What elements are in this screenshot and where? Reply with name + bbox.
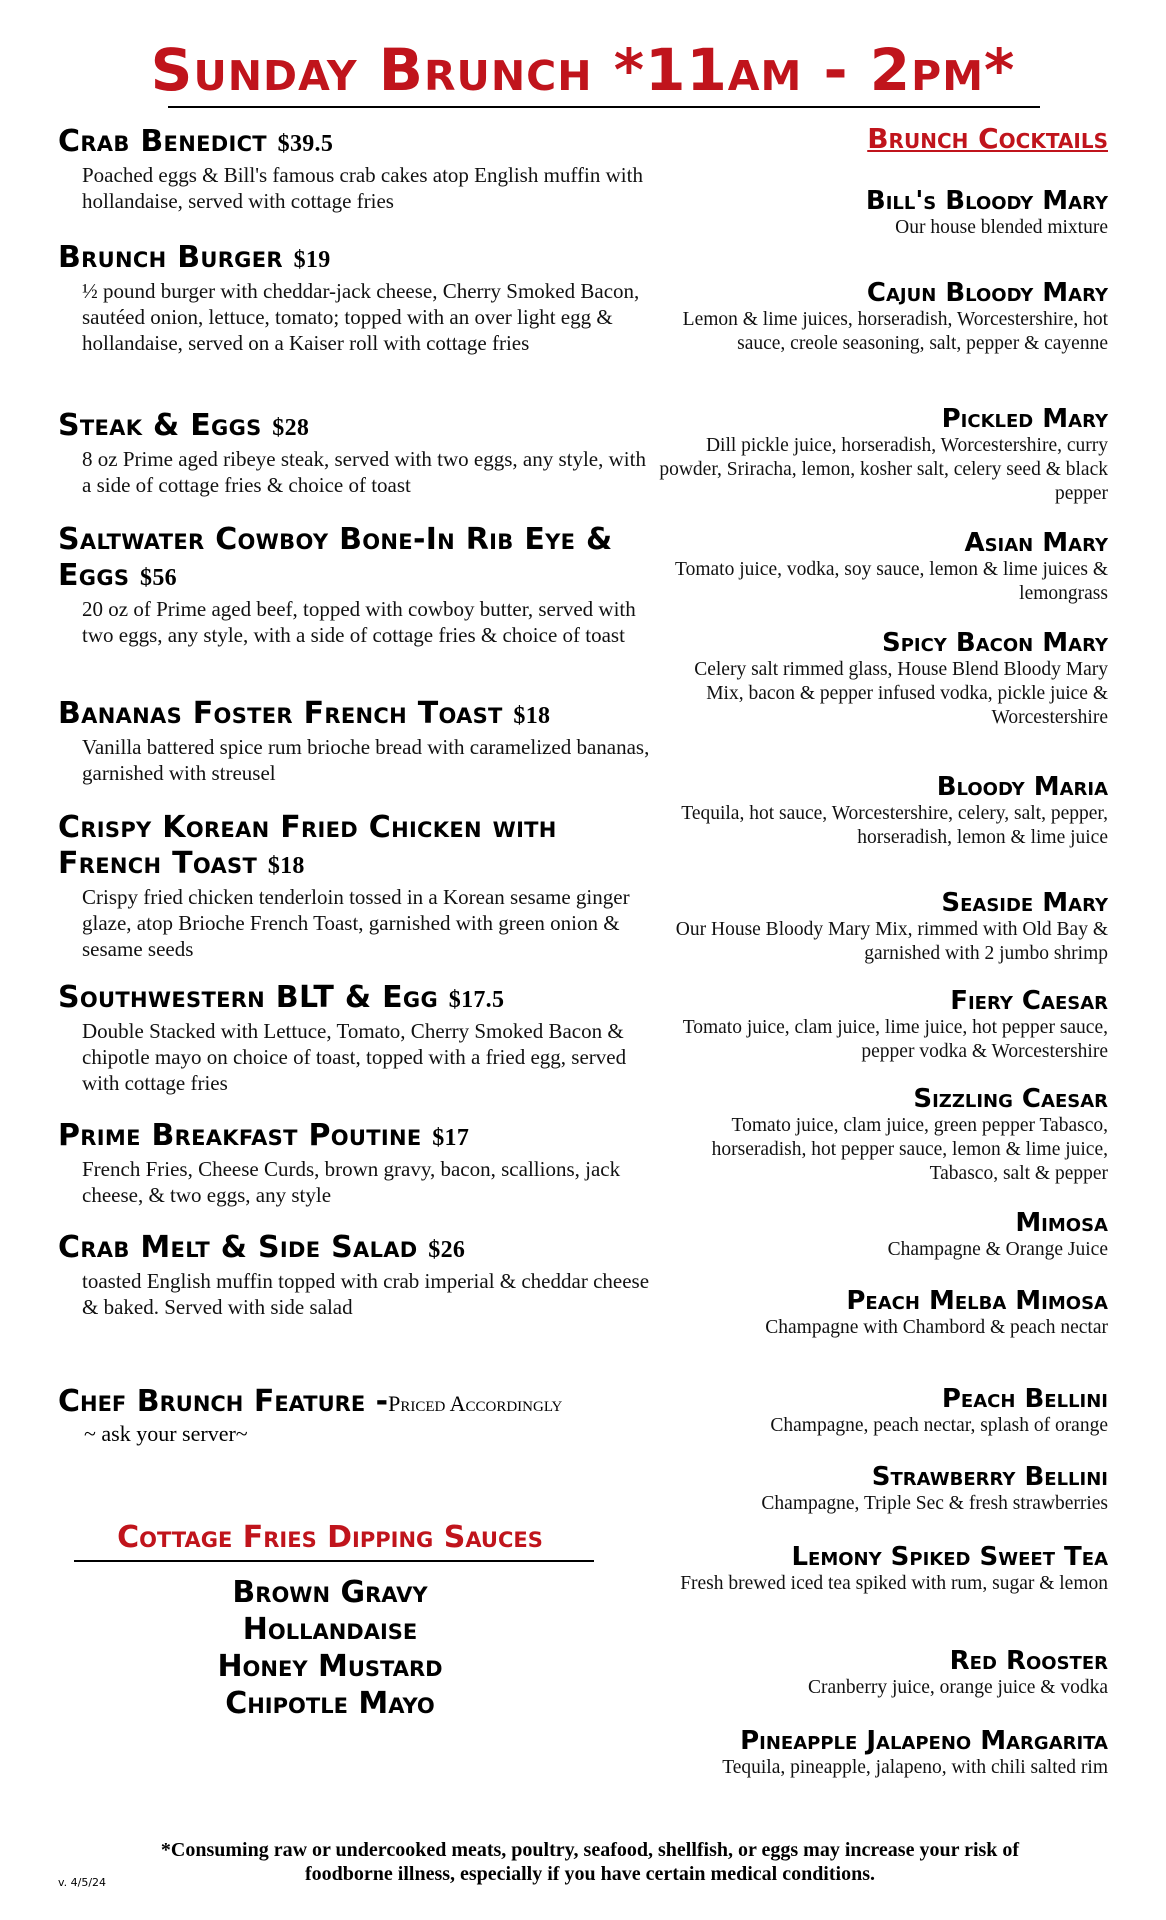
menu-title: Sunday Brunch *11am - 2pm*: [150, 36, 1016, 104]
dish-name: Prime Breakfast Poutine: [58, 1118, 422, 1153]
cocktail-item: [658, 528, 1108, 606]
dish-name: Southwestern BLT & Egg: [58, 980, 439, 1015]
version-label: v. 4/5/24: [58, 1876, 107, 1889]
dish-bananas-foster: [58, 696, 658, 786]
cocktail-description: Dill pickle juice, horseradish, Worcestershire, curry powder, Sriracha, lemon, kosher salt, celery seed & black pepper: [659, 435, 1108, 504]
dish-description: French Fries, Cheese Curds, brown gravy, bacon, scallions, jack cheese, & two eggs, any style: [82, 1157, 621, 1207]
cocktail-description: Cranberry juice, orange juice & vodka: [808, 1677, 1108, 1698]
sauces-divider: [74, 1560, 594, 1562]
chef-feature: [58, 1384, 678, 1447]
dish-price: $56: [140, 565, 177, 591]
dish-name: Brunch Burger: [58, 240, 283, 275]
cocktail-description: Lemon & lime juices, horseradish, Worcestershire, hot sauce, creole seasoning, salt, pepper & cayenne: [682, 309, 1108, 354]
cocktail-item: [658, 1384, 1108, 1438]
cocktail-name: Pickled Mary: [941, 404, 1108, 434]
dish-description: Vanilla battered spice rum brioche bread with caramelized bananas, garnished with streusel: [82, 735, 650, 785]
cocktail-name: Spicy Bacon Mary: [881, 628, 1108, 658]
dish-description: Poached eggs & Bill's famous crab cakes atop English muffin with hollandaise, served with cottage fries: [82, 163, 643, 213]
dish-name: Bananas Foster French Toast: [58, 696, 503, 731]
cocktail-item: [658, 1542, 1108, 1596]
dish-korean-chicken: [58, 810, 658, 962]
dish-price: $17: [432, 1125, 470, 1151]
dish-name: Saltwater Cowboy Bone-In Rib Eye & Eggs: [58, 522, 613, 593]
cocktail-name: Strawberry Bellini: [871, 1462, 1108, 1492]
sauce-item: Brown Gravy: [232, 1575, 428, 1610]
cocktail-item: [658, 1646, 1108, 1700]
sauce-item: Honey Mustard: [217, 1649, 443, 1684]
dish-name: Crab Melt & Side Salad: [58, 1230, 418, 1265]
cocktail-name: Sizzling Caesar: [913, 1084, 1108, 1114]
cocktail-description: Our house blended mixture: [895, 217, 1108, 238]
cocktails-title: Brunch Cocktails: [867, 122, 1108, 155]
dish-description: 20 oz of Prime aged beef, topped with cowboy butter, served with two eggs, any style, with a side of cottage fries & choice of toast: [82, 597, 636, 647]
dish-price: $18: [513, 703, 551, 729]
cocktail-item: [658, 278, 1108, 356]
cocktail-description: Tomato juice, clam juice, lime juice, hot pepper sauce, pepper vodka & Worcestershire: [682, 1017, 1108, 1062]
sauce-item: Hollandaise: [242, 1612, 418, 1647]
cocktail-item: [658, 1286, 1108, 1340]
dish-poutine: [58, 1118, 658, 1208]
dish-crab-melt: [58, 1230, 658, 1320]
dish-description: ½ pound burger with cheddar-jack cheese, Cherry Smoked Bacon, sautéed onion, lettuce, tomato; topped with an over light egg & hollandaise, served on a Kaiser roll with cottage fries: [82, 279, 640, 355]
cocktail-description: Champagne, Triple Sec & fresh strawberries: [761, 1493, 1108, 1514]
dish-price: $19: [293, 247, 331, 273]
dish-price: $28: [272, 415, 310, 441]
dish-name: Crab Benedict: [58, 124, 267, 159]
dish-price: $39.5: [277, 131, 334, 157]
cocktail-item: [658, 888, 1108, 966]
cocktail-item: [658, 986, 1108, 1064]
dish-name: Crispy Korean Fried Chicken with French Toast: [58, 810, 557, 881]
cocktail-item: [658, 628, 1108, 730]
cocktail-item: [658, 1084, 1108, 1186]
cocktail-description: Tequila, hot sauce, Worcestershire, celery, salt, pepper, horseradish, lemon & lime juice: [681, 803, 1108, 848]
cocktail-item: [658, 772, 1108, 850]
dish-description: 8 oz Prime aged ribeye steak, served with two eggs, any style, with a side of cottage fries & choice of toast: [82, 447, 646, 497]
cocktail-name: Lemony Spiked Sweet Tea: [791, 1542, 1108, 1572]
dish-price: $26: [428, 1237, 466, 1263]
sauce-item: Chipotle Mayo: [225, 1686, 435, 1721]
cocktail-item: [658, 1462, 1108, 1516]
health-disclaimer: *Consuming raw or undercooked meats, poultry, seafood, shellfish, or eggs may increase your risk of foodborne illness, especially if you have certain medical conditions.: [160, 1839, 1020, 1885]
cocktail-name: Bill's Bloody Mary: [865, 186, 1108, 216]
cocktail-name: Cajun Bloody Mary: [866, 278, 1108, 308]
dish-southwestern-blt: [58, 980, 658, 1096]
dish-saltwater-cowboy: [58, 522, 658, 648]
cocktail-description: Our House Bloody Mary Mix, rimmed with Old Bay & garnished with 2 jumbo shrimp: [675, 919, 1108, 964]
dish-price: $17.5: [448, 987, 505, 1013]
cocktail-name: Asian Mary: [964, 528, 1108, 558]
cocktail-item: [658, 404, 1108, 506]
cocktail-item: [658, 186, 1108, 240]
dish-price: $18: [267, 853, 305, 879]
cocktail-name: Fiery Caesar: [950, 986, 1108, 1016]
dish-crab-benedict: [58, 124, 658, 214]
cocktail-item: [658, 1208, 1108, 1262]
title-divider: [168, 106, 1040, 108]
dish-description: Crispy fried chicken tenderloin tossed in a Korean sesame ginger glaze, atop Brioche French Toast, garnished with green onion & sesame seeds: [82, 885, 630, 961]
dish-name: Steak & Eggs: [58, 408, 262, 443]
cocktail-name: Bloody Maria: [936, 772, 1108, 802]
cocktail-name: Seaside Mary: [941, 888, 1108, 918]
cocktail-description: Tomato juice, clam juice, green pepper Tabasco, horseradish, hot pepper sauce, lemon & lime juice, Tabasco, salt & pepper: [711, 1115, 1108, 1184]
cocktail-description: Champagne, peach nectar, splash of orange: [770, 1415, 1108, 1436]
cocktail-description: Champagne & Orange Juice: [887, 1239, 1108, 1260]
cocktail-name: Pineapple Jalapeno Margarita: [740, 1726, 1108, 1756]
sauces-title: Cottage Fries Dipping Sauces: [117, 1520, 543, 1555]
feature-note: Priced Accordingly: [388, 1391, 563, 1416]
cocktail-description: Tequila, pineapple, jalapeno, with chili salted rim: [722, 1757, 1108, 1778]
cocktail-item: [658, 1726, 1108, 1780]
cocktail-description: Tomato juice, vodka, soy sauce, lemon & lime juices & lemongrass: [675, 559, 1108, 604]
cocktail-description: Fresh brewed iced tea spiked with rum, sugar & lemon: [680, 1573, 1108, 1594]
dish-description: Double Stacked with Lettuce, Tomato, Cherry Smoked Bacon & chipotle mayo on choice of toast, topped with a fried egg, served with cottage fries: [82, 1019, 627, 1095]
dish-steak-and-eggs: [58, 408, 658, 498]
cocktail-description: Champagne with Chambord & peach nectar: [765, 1317, 1108, 1338]
cocktail-name: Mimosa: [1015, 1208, 1108, 1238]
dish-brunch-burger: [58, 240, 658, 356]
sauces-list: [70, 1574, 590, 1722]
dish-description: toasted English muffin topped with crab imperial & cheddar cheese & baked. Served with side salad: [82, 1269, 650, 1319]
feature-sub: ~ ask your server~: [84, 1421, 248, 1446]
feature-name: Chef Brunch Feature -: [58, 1384, 389, 1419]
cocktail-name: Red Rooster: [949, 1646, 1108, 1676]
cocktail-name: Peach Bellini: [941, 1384, 1108, 1414]
cocktail-name: Peach Melba Mimosa: [846, 1286, 1108, 1316]
cocktail-description: Celery salt rimmed glass, House Blend Bloody Mary Mix, bacon & pepper infused vodka, pickle juice & Worcestershire: [694, 659, 1108, 728]
